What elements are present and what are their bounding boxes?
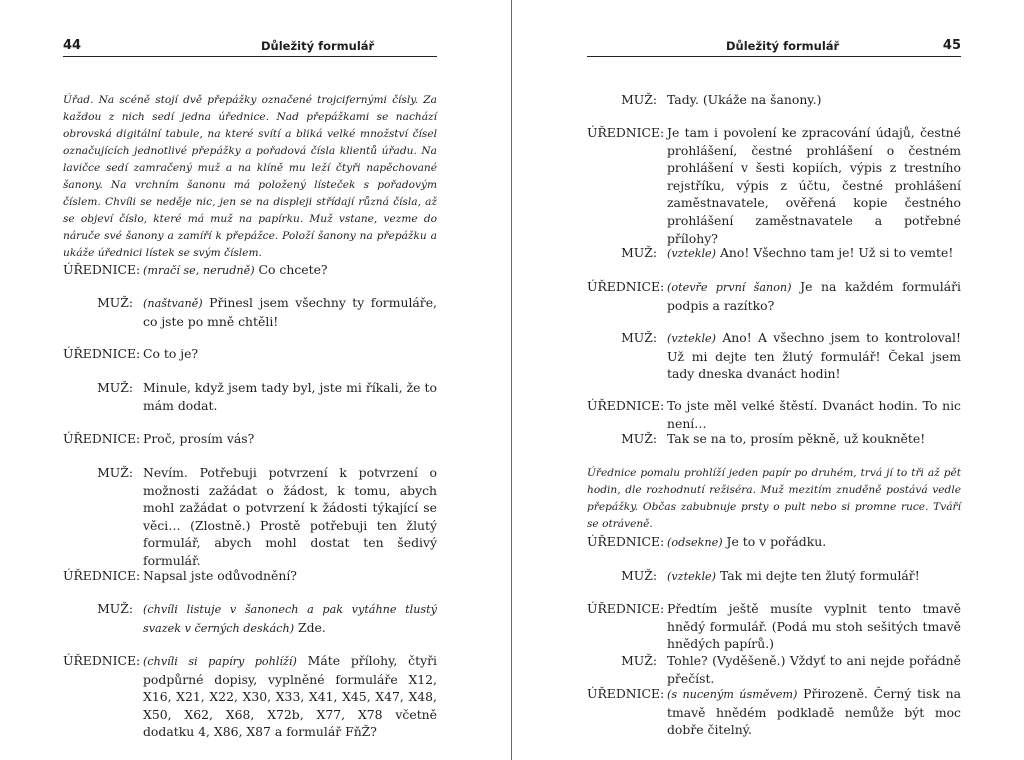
speaker-label: MUŽ: [621, 431, 657, 446]
line-speech: Přirozeně. Černý tisk na tmavě hnědém podkladě nemůže být moc dobře čitelný. [667, 686, 961, 738]
line-speech: Tak mi dejte ten žlutý formulář! [716, 568, 920, 583]
speaker-label: ÚŘEDNICE: [63, 262, 141, 277]
line-text: Je tam i povolení ke zpracování údajů, čestné prohlášení, čestné prohlášení o čestném prohlášení v šesti kopiích, výpis z trestního rejstříku, výpis z účtu, čestné prohlášení zaměstnavatele, ověřená kopie čestného prohlášení zaměstnavatele a potřebné přílohy? [667, 125, 961, 246]
running-title: Důležitý formulář [726, 39, 840, 53]
line-speech: Přinesl jsem všechny ty formuláře, co jste po mně chtěli! [143, 295, 437, 329]
right-page-header [587, 38, 961, 57]
left-page-header [63, 38, 437, 57]
speaker-label: ÚŘEDNICE: [63, 568, 141, 583]
stage-direction: Úřednice pomalu prohlíží jeden papír po druhém, trvá jí to tři až pět hodin, dle rozhodnutí režiséra. Muž mezitím znuděně postává vedle přepážky. Občas zabubnuje prsty o pult nebo si promne ruce. Tváří se otráveně. [587, 467, 961, 530]
line-direction: (chvíli listuje v šanonech a pak vytáhne tlustý svazek v černých deskách) [143, 603, 437, 635]
line-speech: Ano! A všechno jsem to kontroloval! Už mi dejte ten žlutý formulář! Čekal jsem tady dneska dvanáct hodin! [667, 330, 961, 382]
line-direction: (otevře první šanon) [667, 281, 792, 294]
line-speech: Je na každém formuláři podpis a razítko? [667, 279, 962, 313]
line-text [143, 600, 437, 637]
line-text [667, 329, 961, 383]
speaker-label: ÚŘEDNICE: [587, 686, 665, 701]
line-text: Nevím. Potřebuji potvrzení k potvrzení o možnosti zažádat o žádost, k tomu, abych mohl zažádat o potvrzení k žádosti týkající se věci… (Zlostně.) Prostě potřebuji ten žlutý formulář, abych mohl dostat ten šedivý formulář. [143, 465, 437, 568]
line-direction: (vztekle) [667, 570, 717, 583]
page-number: 45 [942, 38, 961, 53]
speaker-label: MUŽ: [621, 653, 657, 668]
speaker-label: ÚŘEDNICE: [587, 534, 665, 549]
line-text [667, 278, 961, 314]
line-text [143, 652, 437, 741]
line-text: Tohle? (Vyděšeně.) Vždyť to ani nejde pořádně přečíst. [667, 653, 961, 686]
running-title: Důležitý formulář [261, 39, 375, 53]
line-text [667, 244, 961, 263]
speaker-label: MUŽ: [97, 295, 133, 310]
speaker-label: ÚŘEDNICE: [587, 398, 665, 413]
stage-direction: Úřad. Na scéně stojí dvě přepážky označené trojcifernými čísly. Za každou z nich sedí jedna úřednice. Nad přepážkami se nachází obrovská digitální tabule, na které svítí a bliká velké množství čísel označujících jednotlivé přepážky a pořadová čísla klientů úřadu. Na lavičce sedí zamračený muž a na klíně mu leží čtyři napěchované šanony. Na vrchním šanonu má položený lísteček s pořadovým číslem. Chvíli se neděje nic, jen se na displeji střídají různá čísla, až se objeví číslo, které má muž na papírku. Muž vstane, vezme do náruče své šanony a zamíří k přepážce. Položí šanony na přepážku a ukáže úřednici lístek se svým číslem. [63, 94, 437, 259]
speaker-label: ÚŘEDNICE: [587, 279, 665, 294]
speaker-label: MUŽ: [97, 380, 133, 395]
speaker-label: MUŽ: [97, 465, 133, 480]
speaker-label: ÚŘEDNICE: [63, 346, 141, 361]
speaker-label: MUŽ: [621, 245, 657, 260]
line-direction: (odsekne) [667, 536, 723, 549]
line-text: Předtím ještě musíte vyplnit tento tmavě hnědý formulář. (Podá mu stoh sešitých tmavě hnědých papírů.) [667, 601, 961, 652]
speaker-label: ÚŘEDNICE: [63, 431, 141, 446]
line-text: Co to je? [143, 346, 199, 361]
line-direction: (mračí se, nerudně) [143, 264, 255, 277]
line-text: Proč, prosím vás? [143, 431, 255, 446]
speaker-label: MUŽ: [621, 92, 657, 107]
speaker-label: MUŽ: [621, 330, 657, 345]
line-direction: (naštvaně) [143, 297, 203, 310]
speaker-label: MUŽ: [621, 568, 657, 583]
line-text [667, 533, 961, 552]
line-text: Tak se na to, prosím pěkně, už koukněte! [667, 431, 926, 446]
line-text [143, 294, 437, 330]
line-speech: Máte přílohy, čtyři podpůrné dopisy, vyplněné formuláře X12, X16, X21, X22, X30, X33, X41, X45, X47, X48, X50, X62, X68, X72b, X77, X78 včetně dodatku 4, X86, X87 a formulář FňŽ? [143, 653, 437, 740]
page-number: 44 [63, 38, 82, 53]
line-text: Napsal jste odůvodnění? [143, 568, 297, 583]
line-direction: (vztekle) [667, 247, 717, 260]
speaker-label: MUŽ: [97, 601, 133, 616]
line-speech: Je to v pořádku. [722, 534, 827, 549]
line-direction: (s nuceným úsměvem) [667, 688, 798, 701]
line-speech: Zde. [294, 619, 326, 635]
line-direction: (vztekle) [667, 332, 717, 345]
line-text: To jste měl velké štěstí. Dvanáct hodin. To nic není… [667, 398, 961, 431]
line-direction: (chvíli si papíry pohlíží) [143, 655, 297, 668]
line-text: Minule, když jsem tady byl, jste mi říkali, že to mám dodat. [143, 380, 437, 413]
line-text [143, 261, 437, 280]
line-text: Tady. (Ukáže na šanony.) [667, 92, 822, 107]
line-text [667, 567, 961, 586]
right-page [512, 0, 1024, 760]
speaker-label: ÚŘEDNICE: [587, 601, 665, 616]
left-page [0, 0, 511, 760]
speaker-label: ÚŘEDNICE: [63, 653, 141, 668]
line-speech: Ano! Všechno tam je! Už si to vemte! [716, 245, 954, 260]
line-text [667, 685, 961, 739]
speaker-label: ÚŘEDNICE: [587, 125, 665, 140]
line-speech: Co chcete? [254, 262, 328, 277]
